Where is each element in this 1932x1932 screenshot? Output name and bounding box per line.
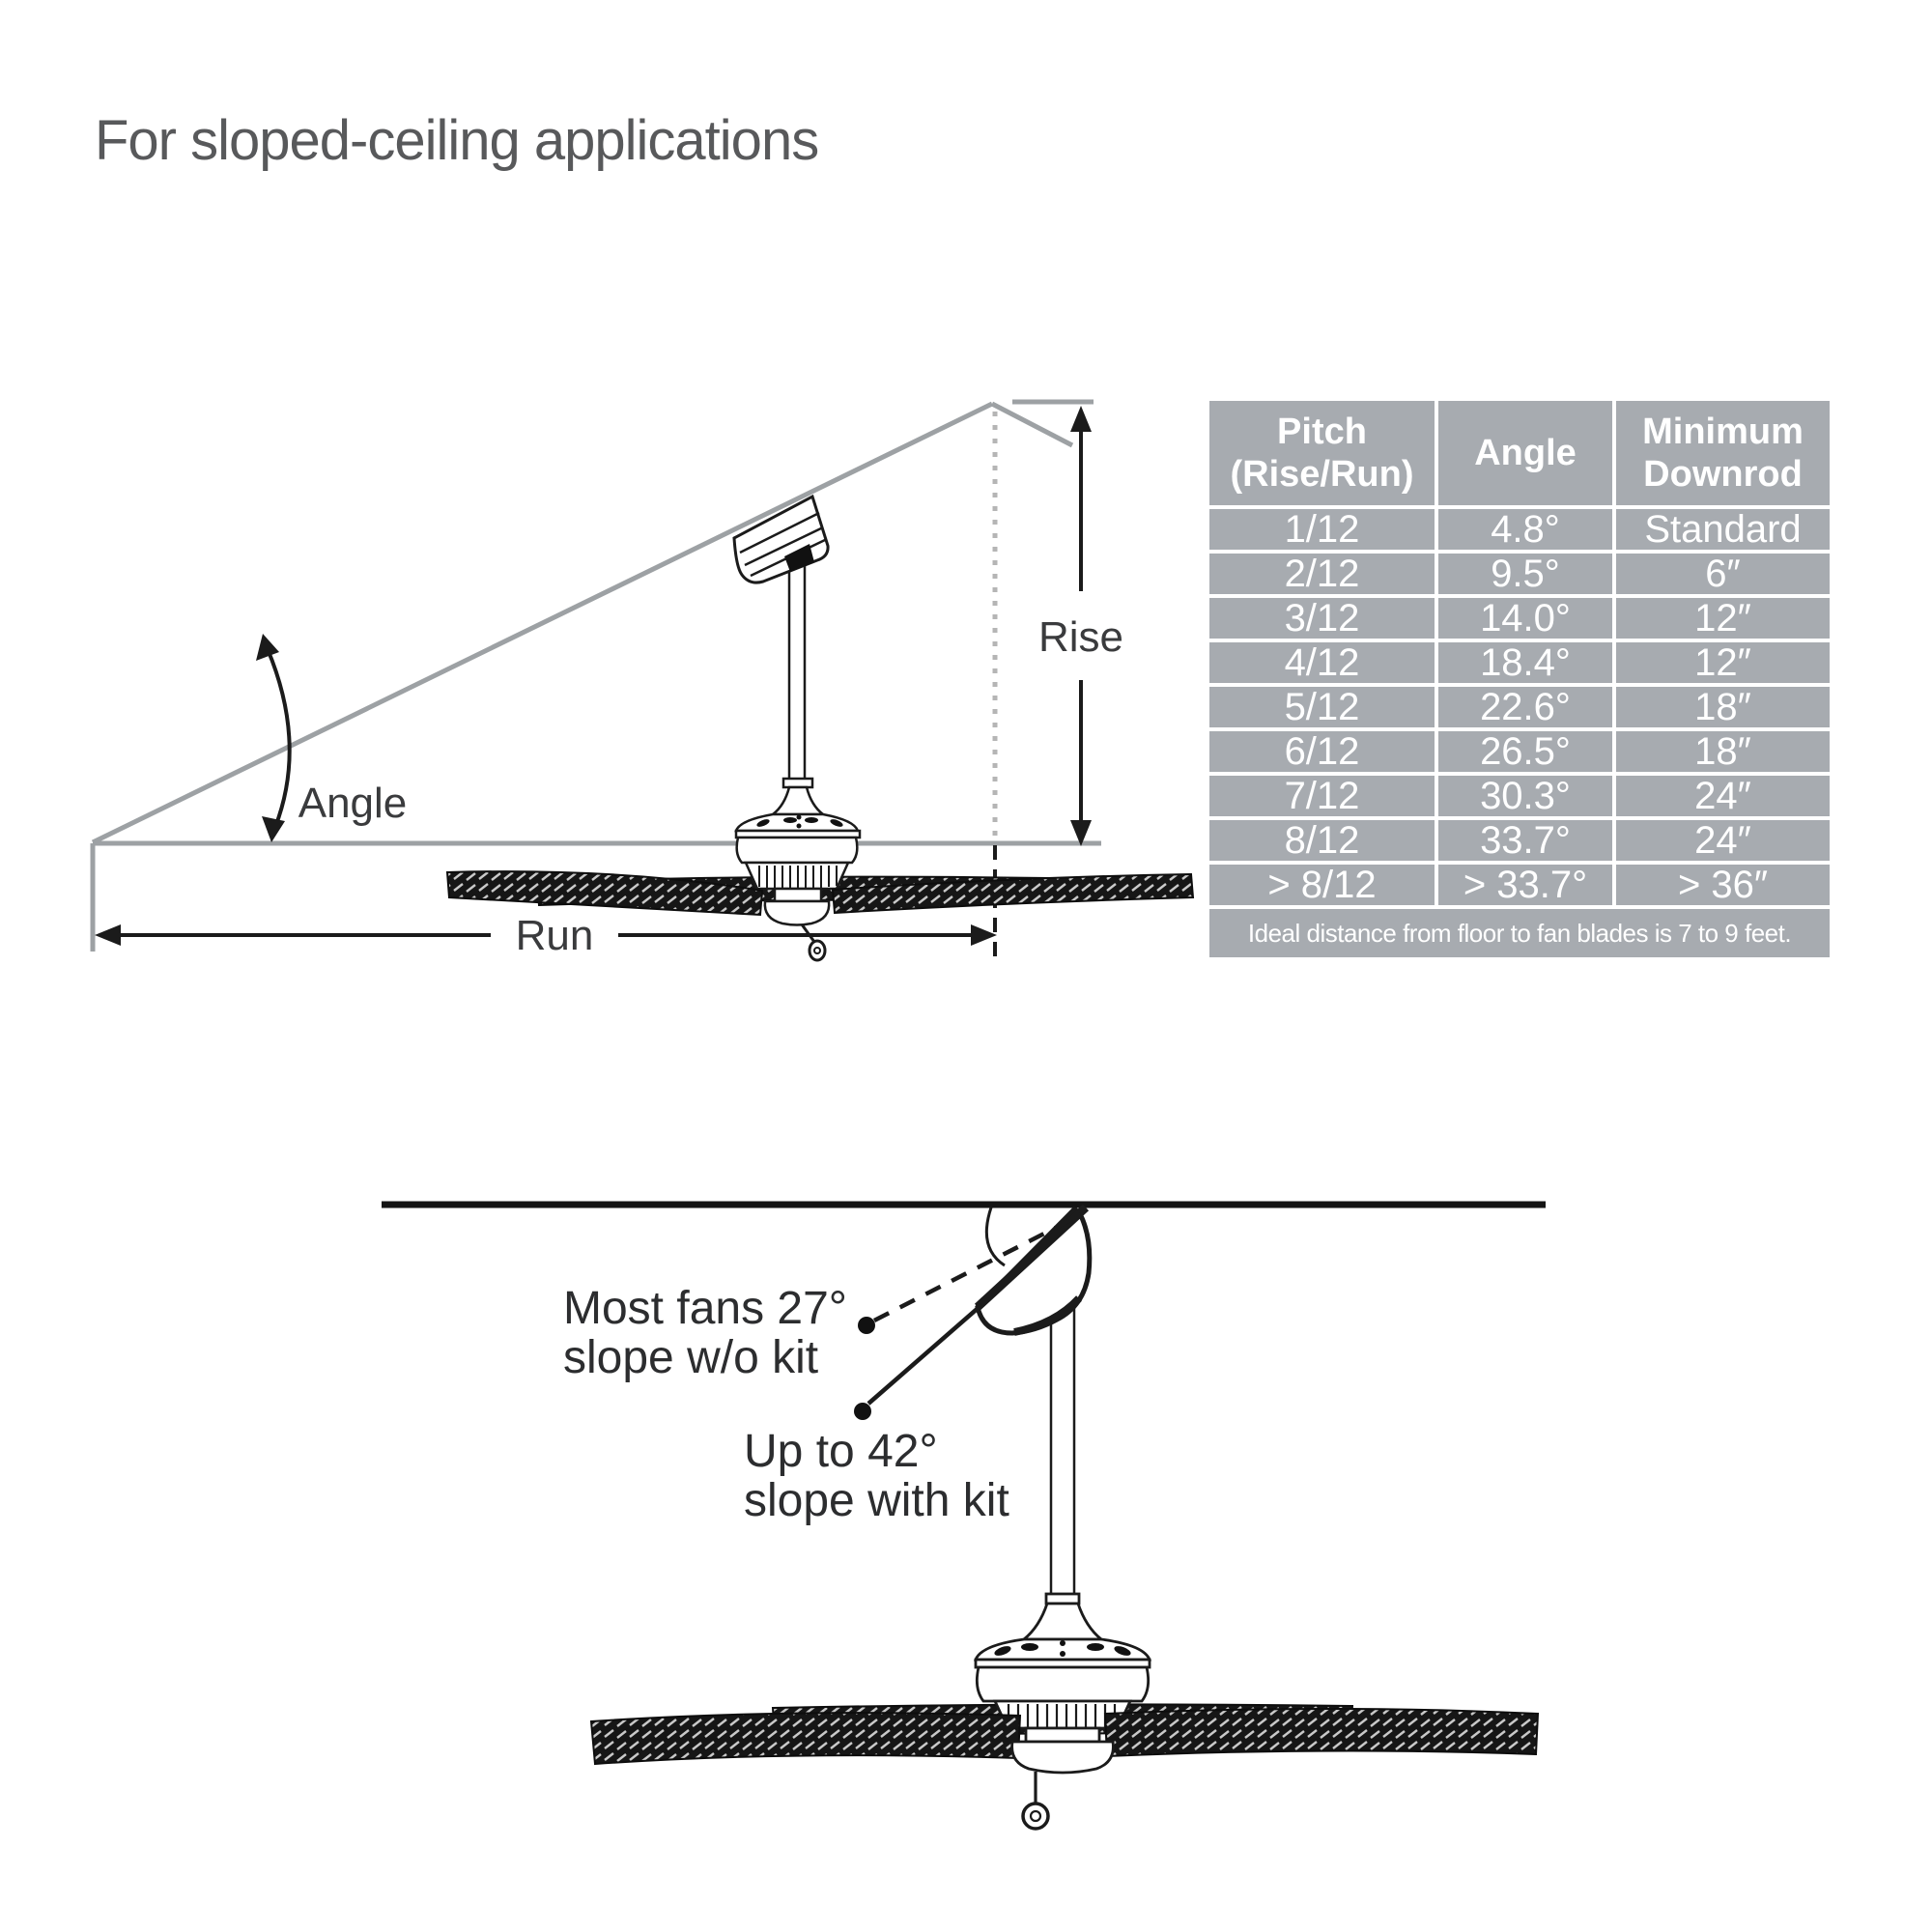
col-downrod-header [1616,401,1830,505]
table-cell-downrod: > 36″ [1616,865,1830,905]
table-cell-downrod: 18″ [1616,731,1830,772]
kit-fan-downrod [1051,1285,1074,1604]
page-title: For sloped-ceiling applications [95,109,819,172]
kit-fan-blade-right [1105,1709,1538,1756]
kit-fan-blade-left [591,1713,1020,1764]
rise-label: Rise [1037,613,1124,661]
ridge-right-line [992,404,1072,445]
angle-arc [268,649,290,827]
table-cell-angle: 22.6° [1438,687,1612,727]
kit-fan-pull-chain-ball [1023,1804,1048,1829]
with-kit-dot [854,1403,871,1420]
table-footer-note: Ideal distance from floor to fan blades is 7 to 9 feet. [1209,909,1830,957]
table-cell-angle: 33.7° [1438,820,1612,861]
table-cell-pitch: > 8/12 [1209,865,1435,905]
table-cell-downrod: 18″ [1616,687,1830,727]
kit-fan-rod-collar [1046,1594,1079,1604]
table-cell-downrod: 12″ [1616,642,1830,683]
table-cell-angle: 14.0° [1438,598,1612,639]
table-cell-pitch: 3/12 [1209,598,1435,639]
col-pitch-header-line2: (Rise/Run) [1230,454,1414,495]
col-pitch-header-line1: Pitch [1277,411,1367,452]
col-downrod-header-line2: Downrod [1643,454,1803,495]
table-cell-pitch: 4/12 [1209,642,1435,683]
table-cell-downrod: Standard [1616,509,1830,550]
kit-fan-side-view [591,1594,1538,1829]
fan-canopy [734,497,828,582]
table-cell-angle: 26.5° [1438,731,1612,772]
fan-motor-cone [773,787,823,814]
table-cell-downrod: 24″ [1616,820,1830,861]
kit-fan-switch-hub [1012,1742,1114,1773]
table-cell-pitch: 6/12 [1209,731,1435,772]
fan-motor-neck [775,889,821,901]
run-arrowhead-left [95,924,121,946]
angle-arrowhead-up [256,634,279,661]
no-kit-dot [858,1317,875,1334]
kit-fan-motor-cone [1024,1604,1101,1639]
with-kit-pointer [868,1305,981,1404]
with-kit-label-line1: Up to 42° [744,1426,938,1477]
table-cell-pitch: 8/12 [1209,820,1435,861]
run-label: Run [515,912,594,959]
table-cell-downrod: 6″ [1616,554,1830,594]
ceiling-slope-line [93,404,992,842]
table-cell-pitch: 1/12 [1209,509,1435,550]
col-angle-header-label: Angle [1474,432,1577,473]
table-cell-pitch: 2/12 [1209,554,1435,594]
table-cell-angle: 4.8° [1438,509,1612,550]
col-angle-header [1438,401,1612,505]
sloped-ceiling-rise-run-diagram [0,270,1208,985]
col-pitch-header [1209,401,1435,505]
no-kit-label-line2: slope w/o kit [563,1332,819,1383]
table-cell-downrod: 12″ [1616,598,1830,639]
table-cell-pitch: 5/12 [1209,687,1435,727]
angle-label: Angle [298,780,408,827]
kit-fan-motor-drum [977,1667,1148,1701]
angle-arrowhead-down [262,816,285,842]
table-cell-angle: 30.3° [1438,776,1612,816]
kit-fan-motor-neck [1026,1728,1099,1742]
table-cell-pitch: 7/12 [1209,776,1435,816]
run-arrowhead-right [971,924,997,946]
col-downrod-header-line1: Minimum [1642,411,1804,452]
ball-joint-arc [986,1208,1005,1265]
table-cell-angle: 18.4° [1438,642,1612,683]
slope-kit-angle-diagram [367,1159,1565,1893]
pitch-angle-downrod-table [1209,401,1830,957]
rise-arrowhead-up [1070,406,1092,432]
table-cell-angle: 9.5° [1438,554,1612,594]
fan-rod-collar [783,779,812,787]
no-kit-label-line1: Most fans 27° [563,1283,847,1334]
fan-downrod [789,555,805,787]
fan-pull-chain-ball [810,941,825,960]
fan-motor-drum [737,838,858,863]
table-cell-downrod: 24″ [1616,776,1830,816]
table-cell-angle: > 33.7° [1438,865,1612,905]
with-kit-label-line2: slope with kit [744,1475,1009,1526]
fan-switch-hub [765,901,829,925]
